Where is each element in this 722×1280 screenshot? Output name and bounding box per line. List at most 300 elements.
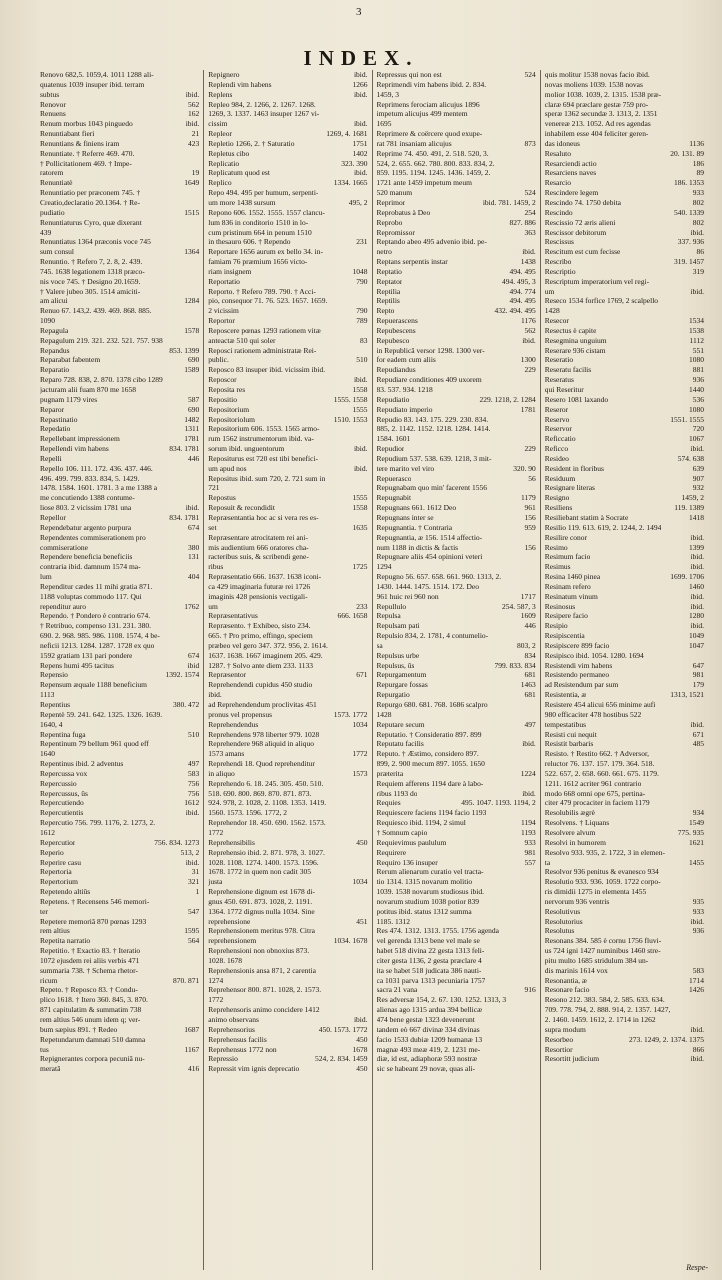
index-entry xyxy=(208,355,367,365)
entry-term: Repudiandus xyxy=(376,365,416,375)
index-entry xyxy=(545,572,704,582)
index-entry xyxy=(377,257,536,267)
entry-term: Requirere xyxy=(376,847,407,857)
entry-page-ref: 450 xyxy=(356,837,368,847)
index-entry xyxy=(377,188,536,198)
entry-page-ref: 547 xyxy=(188,906,200,916)
entry-page-ref: 494. 495 xyxy=(509,296,536,306)
entry-page-ref: 1399 xyxy=(689,542,704,552)
entry-term: Repertorium xyxy=(40,877,78,887)
index-entry xyxy=(545,680,704,690)
index-entry xyxy=(40,434,199,444)
entry-term: Resimo xyxy=(544,542,568,552)
index-entry xyxy=(40,70,199,80)
entry-term: Resolvere alvum xyxy=(544,827,596,837)
entry-term: 439 xyxy=(40,227,52,237)
entry-term: Repastinatio xyxy=(40,414,78,424)
index-entry xyxy=(208,454,367,464)
entry-term: Reprehendens 978 liberter 979. 1028 xyxy=(208,729,320,739)
entry-page-ref: 1551. 1555 xyxy=(670,414,704,424)
entry-page-ref: 639 xyxy=(692,463,704,473)
index-entry xyxy=(40,405,199,415)
entry-page-ref: 981 xyxy=(692,670,704,680)
index-entry xyxy=(208,572,367,582)
index-entry xyxy=(40,109,199,119)
entry-term: 871 capitulatim & summatim 738 xyxy=(40,1005,142,1015)
entry-term: sacra 21 vana xyxy=(376,985,418,995)
entry-term: 1185. 1312 xyxy=(376,916,410,926)
index-entry xyxy=(377,562,536,572)
entry-page-ref: 756 xyxy=(188,778,200,788)
entry-page-ref: 1578 xyxy=(184,325,200,335)
entry-term: riam insignem xyxy=(208,266,252,276)
entry-page-ref: 363 xyxy=(524,227,536,237)
index-entry xyxy=(40,769,199,779)
index-entry xyxy=(208,296,367,306)
index-entry xyxy=(40,621,199,631)
index-entry xyxy=(208,720,367,730)
entry-page-ref: 1080 xyxy=(689,355,704,365)
entry-page-ref: 1049 xyxy=(689,631,704,641)
entry-term: Resaluto xyxy=(544,148,571,158)
index-entry xyxy=(377,474,536,484)
entry-term: liose 803. 2 vicissim 1781 una xyxy=(40,503,132,513)
index-entry xyxy=(377,887,536,897)
entry-page-ref: 337. 936 xyxy=(677,237,704,247)
entry-term: Reputare secum xyxy=(376,719,425,729)
entry-term: Resolvi in humorem xyxy=(544,837,606,847)
entry-page-ref: 1440 xyxy=(689,385,704,394)
entry-page-ref: ibid. xyxy=(353,463,368,473)
entry-page-ref: ibid. xyxy=(353,444,368,454)
entry-term: um xyxy=(544,286,555,296)
index-entry xyxy=(545,434,704,444)
index-entry xyxy=(545,602,704,612)
index-entry xyxy=(377,237,536,247)
entry-page-ref: 1167 xyxy=(184,1044,200,1054)
index-entry xyxy=(377,710,536,720)
entry-page-ref: 186. 1353 xyxy=(674,178,704,188)
entry-term: potitus ibid. status 1312 summa xyxy=(376,906,472,916)
entry-term: Repletus cibo xyxy=(208,148,250,158)
entry-term: impetum alicujus 499 mentem xyxy=(376,109,468,119)
index-entry xyxy=(545,897,704,907)
index-entry xyxy=(545,287,704,297)
index-entry xyxy=(545,956,704,966)
index-entry xyxy=(208,611,367,621)
entry-page-ref: 1534 xyxy=(689,316,704,326)
index-entry xyxy=(377,1054,536,1064)
index-entry xyxy=(208,277,367,287)
entry-term: Repellor xyxy=(40,512,66,522)
entry-term: præterita xyxy=(376,768,404,778)
entry-term: justa xyxy=(208,877,223,887)
entry-term: famiam 76 præmium 1656 victo- xyxy=(208,257,308,267)
index-entry xyxy=(377,877,536,887)
entry-page-ref: 1549 xyxy=(689,818,704,828)
index-entry xyxy=(208,1025,367,1035)
entry-term: 1072 ejusdem rei aliis verbis 471 xyxy=(40,955,140,965)
index-entry xyxy=(545,306,704,316)
entry-page-ref: ibid. xyxy=(690,1054,704,1064)
entry-term: 1592 gratiam 131 pari pondere xyxy=(40,650,133,660)
entry-term: speræ 1362 secundæ 3. 1313, 2. 1351 xyxy=(544,109,658,119)
entry-page-ref: 323. 390 xyxy=(341,158,368,168)
entry-page-ref: 1687 xyxy=(184,1024,200,1034)
entry-term: habet 518 divina 22 gesta 1313 feli- xyxy=(376,946,485,956)
entry-term: † Valere jubeo 305. 1514 amiciti- xyxy=(40,286,141,296)
entry-page-ref: 319 xyxy=(692,266,704,276)
entry-term: Repositio xyxy=(208,394,238,404)
entry-page-ref: 446 xyxy=(524,621,536,631)
index-entry xyxy=(208,188,367,198)
entry-page-ref: ibid. xyxy=(690,562,704,572)
entry-term: Renuntio. † Refero 7, 2. 8, 2. 439. xyxy=(40,257,143,267)
entry-page-ref: 494. 495, 3 xyxy=(502,276,536,286)
index-entry xyxy=(40,149,199,159)
index-entry xyxy=(377,956,536,966)
entry-term: Repurgatio xyxy=(376,690,410,700)
entry-term: cum pristinum 664 in penum 1510 xyxy=(208,227,312,237)
index-entry xyxy=(377,287,536,297)
entry-page-ref: 20. 131. 89 xyxy=(670,148,704,158)
index-entry xyxy=(208,513,367,523)
entry-page-ref: ibid. xyxy=(690,591,704,601)
entry-page-ref: ibid. xyxy=(690,601,704,611)
index-entry xyxy=(377,936,536,946)
entry-term: ricum xyxy=(40,975,58,985)
index-entry xyxy=(377,375,536,385)
entry-page-ref: 834 xyxy=(524,650,536,660)
index-entry xyxy=(40,80,199,90)
entry-page-ref: 674 xyxy=(188,522,200,532)
index-entry xyxy=(40,385,199,395)
entry-term: ribus 1193 do xyxy=(376,788,418,798)
index-entry xyxy=(208,552,367,562)
index-entry xyxy=(377,483,536,493)
entry-term: Rependo. † Pondero è contrario 674. xyxy=(40,611,151,621)
entry-page-ref: 83 xyxy=(360,335,368,345)
index-entry xyxy=(40,139,199,149)
entry-page-ref: 416 xyxy=(188,1064,200,1074)
entry-term: Resarcio xyxy=(544,178,571,188)
index-entry xyxy=(377,90,536,100)
entry-page-ref: 933 xyxy=(692,188,704,198)
entry-page-ref: 254 xyxy=(524,207,536,217)
entry-term: claræ 694 præclare gestæ 759 pro- xyxy=(544,99,649,109)
entry-term: ratorem xyxy=(40,168,64,178)
entry-term: Repræsentatio 666. 1637. 1638 iconi- xyxy=(208,572,322,582)
entry-page-ref: 587 xyxy=(188,394,200,404)
index-entry xyxy=(377,926,536,936)
entry-term: Repignero xyxy=(208,70,240,79)
entry-term: Reputo. † Æstimo, considero 897. xyxy=(376,749,479,759)
entry-term: novarum studium 1038 potior 839 xyxy=(376,896,479,906)
entry-page-ref: ibid. xyxy=(690,227,704,237)
entry-term: Resistendo permaneo xyxy=(544,670,610,680)
entry-term: Resono 212. 383. 584, 2. 585. 633. 634. xyxy=(544,995,665,1005)
entry-term: Renum morbus 1043 pinguedo xyxy=(40,119,133,129)
entry-term: pugnam 1179 vires xyxy=(40,394,98,404)
entry-term: Reprehensio ibid. 2. 871. 978, 3. 1027. xyxy=(208,847,325,857)
index-entry xyxy=(545,995,704,1005)
entry-page-ref: 21 xyxy=(191,129,200,139)
entry-term: ca 1031 parva 1313 pecuniaria 1757 xyxy=(376,975,486,985)
entry-term: mis audientium 666 oratores cha- xyxy=(208,542,309,552)
entry-term: Resolutio 933. 936. 1059. 1722 corpo- xyxy=(544,877,661,887)
entry-term: Repudior xyxy=(376,444,405,454)
entry-page-ref: 936 xyxy=(692,926,704,936)
entry-page-ref: 19 xyxy=(191,168,200,178)
index-entry xyxy=(208,109,367,119)
entry-term: Repulsam pati xyxy=(376,621,420,631)
entry-term: 709. 778. 794, 2. 888. 914, 2. 1357. 1427, xyxy=(544,1005,671,1015)
index-entry xyxy=(377,602,536,612)
index-entry xyxy=(545,365,704,375)
entry-term: Reperire casu xyxy=(40,857,82,867)
entry-page-ref: 450 xyxy=(356,1064,368,1074)
entry-page-ref: 853. 1399 xyxy=(169,345,200,355)
index-entry xyxy=(545,798,704,808)
entry-page-ref: 162 xyxy=(188,109,200,119)
index-entry xyxy=(377,611,536,621)
index-entry xyxy=(208,887,367,897)
page-mark: 3 xyxy=(356,6,362,18)
entry-term: Resipiscere 899 facio xyxy=(544,640,610,650)
entry-term: Repubescens xyxy=(376,325,416,335)
index-entry xyxy=(377,641,536,651)
entry-term: 1772 xyxy=(208,827,224,837)
entry-page-ref: 1781 xyxy=(184,434,200,444)
index-entry xyxy=(40,631,199,641)
entry-term: Rescindo xyxy=(544,207,573,217)
entry-page-ref: 870. 871 xyxy=(173,975,200,985)
index-entry xyxy=(545,296,704,306)
entry-term: Repositorium xyxy=(208,404,250,414)
entry-term: in aliquo xyxy=(208,768,235,778)
entry-term: Reportatio xyxy=(208,276,240,286)
entry-term: Resolvor 936 penitus & evanesco 934 xyxy=(544,867,659,877)
entry-term: Reseco 1534 forfice 1769, 2 scalpello xyxy=(544,296,659,306)
index-entry xyxy=(545,690,704,700)
entry-page-ref: 524 xyxy=(524,70,536,79)
index-entry xyxy=(208,641,367,651)
index-entry xyxy=(545,582,704,592)
entry-page-ref: 1455 xyxy=(689,857,704,867)
entry-term: Reseratu facilis xyxy=(544,365,592,375)
entry-term: † Somnum capio xyxy=(376,827,428,837)
index-entry xyxy=(377,306,536,316)
entry-term: pitu multo 1685 stridulum 384 un- xyxy=(544,955,649,965)
index-entry xyxy=(545,543,704,553)
entry-term: Resipisco ibid. 1054. 1280. 1694 xyxy=(544,650,644,660)
entry-term: in Republicâ versor 1298. 1300 ver- xyxy=(376,345,485,355)
entry-term: Renovor xyxy=(40,99,66,109)
entry-term: Reprehensionem meritus 978. Citra xyxy=(208,926,315,936)
index-entry xyxy=(208,1015,367,1025)
entry-term: Requiem afferens 1194 dare à labo- xyxy=(376,778,484,788)
entry-term: Requiescere faciens 1194 facio 1193 xyxy=(376,808,487,818)
index-entry xyxy=(545,464,704,474)
index-entry xyxy=(545,483,704,493)
entry-term: Repensum æquale 1188 beneficium xyxy=(40,680,147,690)
index-entry xyxy=(377,631,536,641)
index-entry xyxy=(40,749,199,759)
entry-page-ref: 1034 xyxy=(352,719,368,729)
index-entry xyxy=(545,503,704,513)
entry-page-ref: 933 xyxy=(692,906,704,916)
catchword: Respe- xyxy=(686,1263,708,1272)
index-entry xyxy=(377,218,536,228)
index-entry xyxy=(208,1005,367,1015)
entry-page-ref: 495. 1047. 1193. 1194, 2 xyxy=(461,798,536,808)
index-entry xyxy=(545,661,704,671)
entry-term: Reparo 728. 838, 2. 870. 1378 cibo 1289 xyxy=(40,375,163,385)
index-entry xyxy=(208,936,367,946)
index-entry xyxy=(40,1064,199,1074)
index-entry xyxy=(40,1054,199,1064)
index-entry xyxy=(40,346,199,356)
entry-term: Repuerasco xyxy=(376,473,412,483)
index-entry xyxy=(377,730,536,740)
index-entry xyxy=(377,267,536,277)
entry-page-ref: 86 xyxy=(696,247,704,257)
entry-term: am alicui xyxy=(40,296,68,306)
entry-term: ibid. xyxy=(208,690,222,700)
entry-term: subtus xyxy=(40,89,60,99)
index-entry xyxy=(545,70,704,80)
entry-term: Repono 606. 1552. 1555. 1557 clancu- xyxy=(208,207,325,217)
entry-term: Resipiscentia xyxy=(544,631,585,641)
entry-page-ref: ibid. xyxy=(353,119,368,129)
entry-term: Repugnabam quo min' facerent 1556 xyxy=(376,483,487,493)
entry-page-ref: 1515 xyxy=(184,207,200,217)
entry-term: quatenus 1039 insuper ibid. terram xyxy=(40,79,145,89)
entry-term: Rescissio 72 æris alieni xyxy=(544,217,616,227)
entry-page-ref: 551 xyxy=(692,345,704,355)
entry-page-ref: 1699. 1706 xyxy=(670,572,704,582)
index-entry xyxy=(40,858,199,868)
entry-term: 1637. 1638. 1667 imaginem 205. 429. xyxy=(208,650,323,660)
entry-page-ref: 1269, 4. 1681 xyxy=(326,129,368,139)
entry-page-ref: 432. 494. 495 xyxy=(494,306,536,316)
index-entry xyxy=(40,838,199,848)
entry-term: Repullulo xyxy=(376,601,407,611)
entry-term: public. xyxy=(208,355,229,365)
entry-term: 1287. † Solvo ante diem 233. 1133 xyxy=(208,660,313,670)
index-entry xyxy=(40,119,199,129)
index-entry xyxy=(40,759,199,769)
entry-term: tio 1314. 1315 novarum molitio xyxy=(376,877,473,887)
entry-term: rem altius 546 unum idem q; ver- xyxy=(40,1015,141,1024)
entry-term: 524, 2. 655. 662. 780. 800. 833. 834, 2. xyxy=(376,158,495,168)
index-entry xyxy=(40,129,199,139)
entry-term: Repræsentare atrocitatem rei ani- xyxy=(208,532,308,542)
entry-page-ref: 497 xyxy=(524,719,536,729)
index-entry xyxy=(40,277,199,287)
index-entry xyxy=(377,100,536,110)
index-entry xyxy=(208,907,367,917)
index-entry xyxy=(377,582,536,592)
entry-term: Requiesco ibid. 1194, 2 simul xyxy=(376,818,466,828)
entry-page-ref: 1589 xyxy=(184,365,200,375)
entry-term: Repulsus, ûs xyxy=(376,660,415,670)
entry-page-ref: 562 xyxy=(524,325,536,335)
index-entry xyxy=(545,976,704,986)
index-entry xyxy=(545,779,704,789)
index-entry xyxy=(377,995,536,1005)
entry-term: 83. 537. 934. 1218 xyxy=(376,385,433,394)
entry-page-ref: 1047 xyxy=(689,640,704,650)
index-entry xyxy=(208,247,367,257)
entry-page-ref: 1459, 2 xyxy=(681,493,704,503)
index-entry xyxy=(208,769,367,779)
index-entry xyxy=(40,730,199,740)
entry-term: Repugno 56. 657. 658. 661. 960. 1313, 2. xyxy=(376,572,502,582)
index-entry xyxy=(545,562,704,572)
index-entry xyxy=(545,533,704,543)
entry-term: sum consul xyxy=(40,247,74,257)
entry-page-ref: 1555. 1558 xyxy=(333,394,368,404)
index-entry xyxy=(208,838,367,848)
index-entry xyxy=(40,926,199,936)
entry-term: Resistendi vim habens xyxy=(544,660,613,670)
entry-page-ref: ibid. xyxy=(185,89,200,99)
index-entry xyxy=(377,808,536,818)
entry-term: Reprehendor 18. 450. 690. 1562. 1573. xyxy=(208,818,326,828)
entry-page-ref: 179 xyxy=(692,680,704,690)
entry-term: Repignerantes corpora pecuniâ nu- xyxy=(40,1054,145,1064)
entry-page-ref: 1558 xyxy=(352,385,368,394)
entry-term: vel gerenda 1313 bene vel male se xyxy=(376,936,480,946)
entry-page-ref: 671 xyxy=(692,729,704,739)
index-entry xyxy=(208,710,367,720)
entry-term: Replico xyxy=(208,178,232,188)
entry-term: tus xyxy=(40,1044,49,1054)
index-entry xyxy=(377,513,536,523)
index-entry xyxy=(40,1005,199,1015)
index-entry xyxy=(40,818,199,828)
entry-term: præbeo vel gero 347. 372. 956, 2. 1614. xyxy=(208,640,328,650)
index-entry xyxy=(377,493,536,503)
entry-term: inhabilem esse 404 feliciter geren- xyxy=(544,129,649,139)
entry-term: Resisti cui nequit xyxy=(544,729,597,739)
entry-page-ref: 404 xyxy=(188,572,200,582)
entry-term: Repudiato imperio xyxy=(376,404,433,414)
entry-term: Repentè 59. 241. 642. 1325. 1326. 1639. xyxy=(40,709,163,719)
entry-term: Reseratio xyxy=(544,355,574,365)
entry-page-ref: 1555 xyxy=(352,493,368,503)
index-entry xyxy=(545,749,704,759)
index-entry xyxy=(40,543,199,553)
index-entry xyxy=(40,956,199,966)
entry-term: Repercussa vox xyxy=(40,768,88,778)
index-entry xyxy=(208,730,367,740)
entry-term: num 1188 in dictis & factis xyxy=(376,542,459,552)
entry-term: Repetita narratio xyxy=(40,936,91,946)
entry-page-ref: 681 xyxy=(524,690,536,700)
index-entry xyxy=(40,287,199,297)
entry-term: Rescribo xyxy=(544,257,572,267)
index-entry xyxy=(377,415,536,425)
index-entry xyxy=(208,828,367,838)
index-entry xyxy=(545,405,704,415)
index-entry xyxy=(545,700,704,710)
index-entry xyxy=(40,365,199,375)
entry-term: Resecor xyxy=(544,316,569,326)
entry-term: Rescissor debitorum xyxy=(544,227,607,237)
entry-term: Reposcor xyxy=(208,375,237,385)
